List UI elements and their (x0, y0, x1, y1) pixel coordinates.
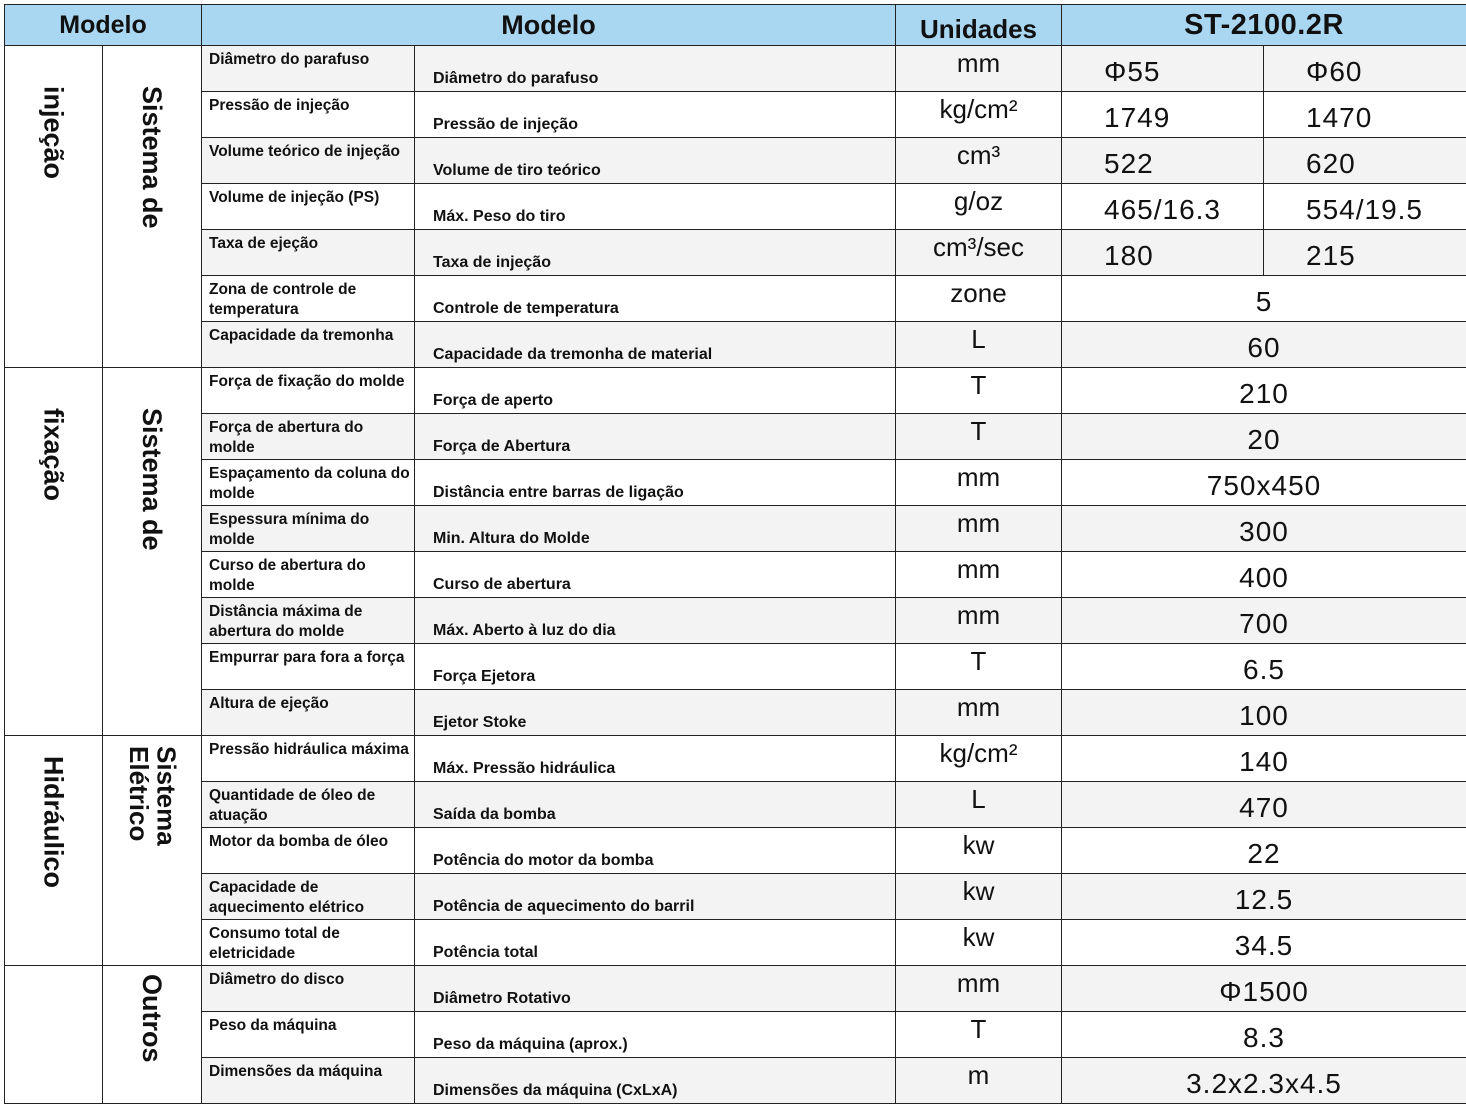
spec-row (5, 552, 1466, 598)
param-name: Diâmetro do parafuso (415, 46, 896, 92)
param-unit: cm³/sec (896, 230, 1062, 276)
param-name: Saída da bomba (415, 782, 896, 828)
param-value: 300 (1062, 506, 1466, 552)
param-unit: zone (896, 276, 1062, 322)
spec-row (5, 644, 1466, 690)
header-model-label-2: Modelo (202, 5, 896, 46)
param-name: Pressão de injeção (415, 92, 896, 138)
param-unit: mm (896, 552, 1062, 598)
param-unit: mm (896, 598, 1062, 644)
param-name: Distância entre barras de ligação (415, 460, 896, 506)
param-name: Ejetor Stoke (415, 690, 896, 736)
param-unit: mm (896, 966, 1062, 1012)
section-clamping-subcategory (103, 368, 202, 736)
param-name-pt: Força de fixação do molde (202, 368, 415, 414)
param-unit: T (896, 368, 1062, 414)
spec-row (5, 690, 1466, 736)
section-clamping-sublabel: Sistema de (138, 368, 166, 551)
spec-row (5, 1058, 1466, 1104)
param-name: Min. Altura do Molde (415, 506, 896, 552)
header-row (5, 5, 1466, 46)
param-value: 140 (1062, 736, 1466, 782)
param-name: Máx. Peso do tiro (415, 184, 896, 230)
param-name-pt: Diâmetro do parafuso (202, 46, 415, 92)
param-unit: kg/cm² (896, 736, 1062, 782)
param-value-screw-b: 215 (1264, 230, 1466, 276)
param-value-screw-a: 1749 (1062, 92, 1264, 138)
section-injection-category (5, 46, 103, 368)
param-value: 700 (1062, 598, 1466, 644)
param-name: Dimensões da máquina (CxLxA) (415, 1058, 896, 1104)
param-value: 60 (1062, 322, 1466, 368)
section-injection-label: injeção (39, 46, 67, 179)
param-name: Diâmetro Rotativo (415, 966, 896, 1012)
section-clamping-category (5, 368, 103, 736)
spec-row (5, 414, 1466, 460)
param-unit: kw (896, 828, 1062, 874)
param-name-pt: Espessura mínima do molde (202, 506, 415, 552)
param-unit: L (896, 782, 1062, 828)
param-value: 400 (1062, 552, 1466, 598)
param-name: Potência de aquecimento do barril (415, 874, 896, 920)
spec-row (5, 46, 1466, 92)
spec-row (5, 138, 1466, 184)
spec-row (5, 828, 1466, 874)
param-name-pt: Volume de injeção (PS) (202, 184, 415, 230)
param-name-pt: Quantidade de óleo de atuação (202, 782, 415, 828)
section-clamping-label: fixação (39, 368, 67, 501)
spec-row (5, 322, 1466, 368)
param-value-screw-a: 180 (1062, 230, 1264, 276)
param-value: 34.5 (1062, 920, 1466, 966)
param-value-screw-a: 465/16.3 (1062, 184, 1264, 230)
spec-row (5, 966, 1466, 1012)
param-value-screw-b: 1470 (1264, 92, 1466, 138)
param-name-pt: Capacidade da tremonha (202, 322, 415, 368)
header-model-label: Modelo (5, 5, 202, 46)
param-unit: m (896, 1058, 1062, 1104)
param-name: Força de Abertura (415, 414, 896, 460)
param-name: Máx. Pressão hidráulica (415, 736, 896, 782)
spec-row (5, 230, 1466, 276)
param-value-screw-a: 522 (1062, 138, 1264, 184)
param-unit: kw (896, 920, 1062, 966)
param-name-pt: Espaçamento da coluna do molde (202, 460, 415, 506)
param-value: 100 (1062, 690, 1466, 736)
param-name: Controle de temperatura (415, 276, 896, 322)
param-name-pt: Zona de controle de temperatura (202, 276, 415, 322)
spec-row (5, 276, 1466, 322)
spec-row (5, 92, 1466, 138)
section-injection-subcategory (103, 46, 202, 368)
section-others-subcategory (103, 966, 202, 1104)
param-unit: T (896, 644, 1062, 690)
spec-table (4, 4, 1466, 1104)
spec-row (5, 598, 1466, 644)
header-model-name: ST-2100.2R (1062, 5, 1466, 46)
spec-row (5, 1012, 1466, 1058)
spec-row (5, 920, 1466, 966)
section-others-sublabel: Outros (138, 966, 166, 1063)
param-name-pt: Diâmetro do disco (202, 966, 415, 1012)
param-value: 12.5 (1062, 874, 1466, 920)
param-value: Φ1500 (1062, 966, 1466, 1012)
param-unit: kw (896, 874, 1062, 920)
param-name-pt: Altura de ejeção (202, 690, 415, 736)
header-units-label: Unidades (896, 5, 1062, 46)
param-value: 3.2x2.3x4.5 (1062, 1058, 1466, 1104)
param-unit: g/oz (896, 184, 1062, 230)
param-unit: kg/cm² (896, 92, 1062, 138)
param-name: Força Ejetora (415, 644, 896, 690)
param-value: 20 (1062, 414, 1466, 460)
param-name-pt: Pressão de injeção (202, 92, 415, 138)
spec-row (5, 874, 1466, 920)
param-value-screw-b: 620 (1264, 138, 1466, 184)
param-name-pt: Consumo total de eletricidade (202, 920, 415, 966)
param-name-pt: Força de abertura do molde (202, 414, 415, 460)
param-unit: L (896, 322, 1062, 368)
param-name: Peso da máquina (aprox.) (415, 1012, 896, 1058)
param-name: Força de aperto (415, 368, 896, 414)
spec-row (5, 736, 1466, 782)
param-name-pt: Distância máxima de abertura do molde (202, 598, 415, 644)
param-name-pt: Motor da bomba de óleo (202, 828, 415, 874)
param-unit: mm (896, 506, 1062, 552)
param-name: Potência do motor da bomba (415, 828, 896, 874)
spec-row (5, 184, 1466, 230)
spec-row (5, 506, 1466, 552)
param-name-pt: Capacidade de aquecimento elétrico (202, 874, 415, 920)
param-name: Capacidade da tremonha de material (415, 322, 896, 368)
param-value: 470 (1062, 782, 1466, 828)
param-name-pt: Volume teórico de injeção (202, 138, 415, 184)
section-hydraulic-category (5, 736, 103, 966)
param-value: 6.5 (1062, 644, 1466, 690)
param-unit: T (896, 1012, 1062, 1058)
section-others-category (5, 966, 103, 1104)
section-injection-sublabel: Sistema de (138, 46, 166, 229)
param-value: 22 (1062, 828, 1466, 874)
param-name-pt: Empurrar para fora a força (202, 644, 415, 690)
param-name-pt: Curso de abertura do molde (202, 552, 415, 598)
param-name-pt: Taxa de ejeção (202, 230, 415, 276)
param-name: Curso de abertura (415, 552, 896, 598)
section-hydraulic-subcategory (103, 736, 202, 966)
section-hydraulic-sublabel: Sistema Elétrico (125, 736, 180, 896)
param-name: Potência total (415, 920, 896, 966)
section-hydraulic-label: Hidráulico (39, 736, 67, 888)
param-unit: mm (896, 460, 1062, 506)
param-name: Máx. Aberto à luz do dia (415, 598, 896, 644)
param-value: 8.3 (1062, 1012, 1466, 1058)
param-value: 210 (1062, 368, 1466, 414)
spec-row (5, 782, 1466, 828)
param-unit: mm (896, 690, 1062, 736)
param-name: Volume de tiro teórico (415, 138, 896, 184)
param-name-pt: Dimensões da máquina (202, 1058, 415, 1104)
param-value: 5 (1062, 276, 1466, 322)
param-unit: cm³ (896, 138, 1062, 184)
spec-row (5, 368, 1466, 414)
param-unit: mm (896, 46, 1062, 92)
param-value-screw-b: 554/19.5 (1264, 184, 1466, 230)
param-name: Taxa de injeção (415, 230, 896, 276)
param-value-screw-b: Φ60 (1264, 46, 1466, 92)
param-name-pt: Peso da máquina (202, 1012, 415, 1058)
param-name-pt: Pressão hidráulica máxima (202, 736, 415, 782)
spec-row (5, 460, 1466, 506)
param-value: 750x450 (1062, 460, 1466, 506)
param-unit: T (896, 414, 1062, 460)
param-value-screw-a: Φ55 (1062, 46, 1264, 92)
